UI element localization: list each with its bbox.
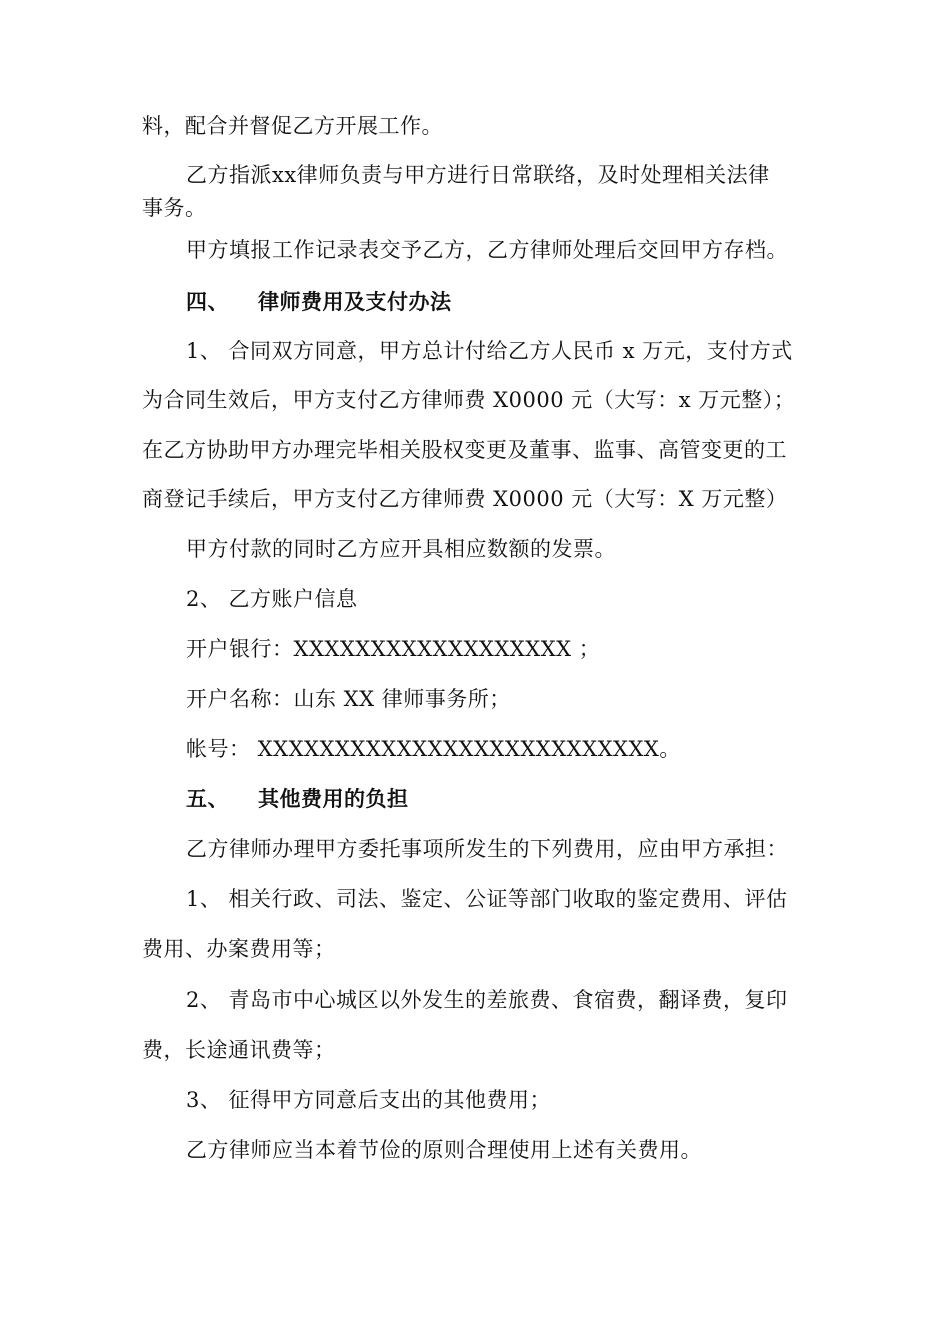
paragraph-line: 开户名称：山东 XX 律师事务所； bbox=[186, 687, 511, 711]
paragraph-line: 乙方指派xx律师负责与甲方进行日常联络，及时处理相关法律 bbox=[186, 163, 770, 187]
paragraph-line: 事务。 bbox=[142, 196, 207, 220]
paragraph-line: 费，长途通讯费等； bbox=[142, 1038, 336, 1062]
paragraph-line: 2、 青岛市中心城区以外发生的差旅费、食宿费，翻译费，复印 bbox=[186, 988, 788, 1012]
paragraph-line: 为合同生效后，甲方支付乙方律师费 X0000 元（大写：x 万元整）； bbox=[142, 388, 796, 412]
section-title: 律师费用及支付办法 bbox=[258, 289, 452, 314]
section-title: 其他费用的负担 bbox=[258, 786, 409, 811]
paragraph-line: 在乙方协助甲方办理完毕相关股权变更及董事、监事、高管变更的工 bbox=[142, 438, 787, 462]
paragraph-line: 3、 征得甲方同意后支出的其他费用； bbox=[186, 1088, 552, 1112]
section-number: 四、 bbox=[186, 289, 229, 314]
section-heading-five bbox=[186, 785, 876, 813]
paragraph-line: 乙方律师应当本着节俭的原则合理使用上述有关费用。 bbox=[186, 1138, 702, 1162]
paragraph-line: 费用、办案费用等； bbox=[142, 937, 336, 961]
paragraph-line: 1、 相关行政、司法、鉴定、公证等部门收取的鉴定费用、评估 bbox=[186, 887, 788, 911]
paragraph-line: 1、 合同双方同意，甲方总计付给乙方人民币 x 万元，支付方式 bbox=[186, 339, 793, 363]
section-heading-four bbox=[186, 288, 876, 316]
paragraph-line: 甲方填报工作记录表交予乙方，乙方律师处理后交回甲方存档。 bbox=[186, 238, 788, 262]
paragraph-line: 乙方律师办理甲方委托事项所发生的下列费用，应由甲方承担： bbox=[186, 837, 788, 861]
paragraph-line: 料，配合并督促乙方开展工作。 bbox=[142, 114, 443, 138]
paragraph-line: 帐号： XXXXXXXXXXXXXXXXXXXXXXXXXX。 bbox=[186, 737, 681, 761]
paragraph-line: 2、 乙方账户信息 bbox=[186, 587, 358, 611]
section-number: 五、 bbox=[186, 786, 229, 811]
paragraph-line: 商登记手续后，甲方支付乙方律师费 X0000 元（大写：X 万元整） bbox=[142, 487, 788, 511]
paragraph-line: 甲方付款的同时乙方应开具相应数额的发票。 bbox=[186, 537, 616, 561]
paragraph-line: 开户银行：XXXXXXXXXXXXXXXXXX ； bbox=[186, 637, 601, 661]
